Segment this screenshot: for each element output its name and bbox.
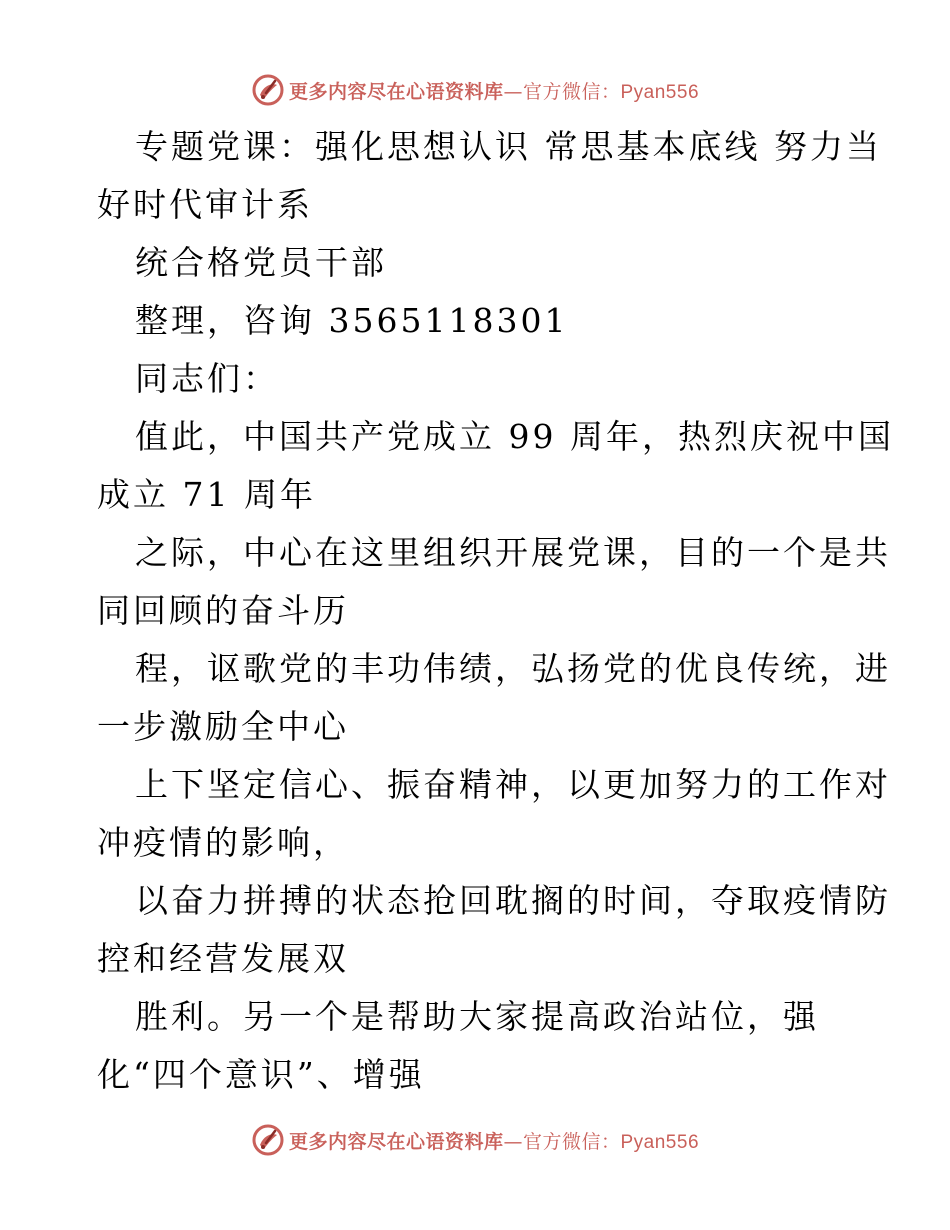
header-banner bbox=[0, 70, 950, 110]
header-brand: 更多内容尽在心语资料库 bbox=[288, 80, 504, 103]
header-contact: 官方微信：Pyan556 bbox=[523, 81, 700, 103]
text-line: 以奋力拼搏的状态抢回耽搁的时间，夺取疫情防 bbox=[135, 881, 891, 920]
document-body bbox=[97, 118, 894, 1104]
text-line: 冲疫情的影响， bbox=[97, 823, 349, 862]
footer-contact: 官方微信：Pyan556 bbox=[523, 1131, 700, 1153]
text-line: 整理，咨询 3565118301 bbox=[135, 301, 569, 340]
text-line: 同志们： bbox=[135, 359, 279, 398]
footer-banner bbox=[0, 1120, 950, 1160]
text-line: 胜利。另一个是帮助大家提高政治站位，强 bbox=[135, 997, 819, 1036]
header-banner-text bbox=[289, 77, 699, 104]
text-line: 成立 71 周年 bbox=[97, 475, 316, 514]
text-line: 化“四个意识”、增强 bbox=[97, 1055, 425, 1094]
text-line: 好时代审计系 bbox=[97, 185, 313, 224]
text-line: 专题党课：强化思想认识 常思基本底线 努力当 bbox=[135, 127, 882, 166]
text-line: 值此，中国共产党成立 99 周年，热烈庆祝中国 bbox=[135, 417, 894, 456]
header-separator: — bbox=[503, 80, 523, 103]
footer-brand: 更多内容尽在心语资料库 bbox=[288, 1130, 504, 1153]
logo-icon bbox=[251, 1123, 285, 1157]
logo-icon bbox=[251, 73, 285, 107]
text-line: 上下坚定信心、振奋精神，以更加努力的工作对 bbox=[135, 765, 891, 804]
text-line: 之际，中心在这里组织开展党课，目的一个是共 bbox=[135, 533, 891, 572]
text-line: 程，讴歌党的丰功伟绩，弘扬党的优良传统，进 bbox=[135, 649, 891, 688]
footer-banner-text bbox=[289, 1127, 699, 1154]
text-line: 统合格党员干部 bbox=[135, 243, 387, 282]
footer-separator: — bbox=[503, 1130, 523, 1153]
text-line: 一步激励全中心 bbox=[97, 707, 349, 746]
text-line: 同回顾的奋斗历 bbox=[97, 591, 349, 630]
text-line: 控和经营发展双 bbox=[97, 939, 349, 978]
